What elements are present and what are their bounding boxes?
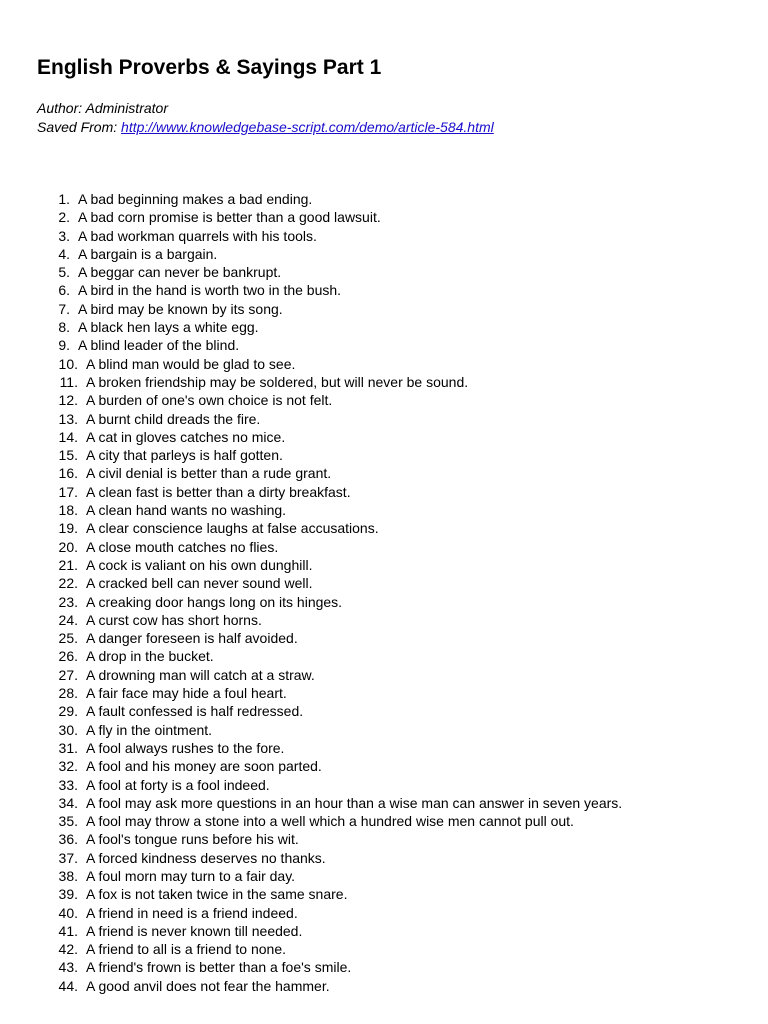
list-item-number: 30. [58, 721, 78, 738]
list-item-number: 41. [58, 922, 78, 939]
list-item-text: A foul morn may turn to a fair day. [86, 867, 296, 884]
list-item [37, 757, 622, 775]
list-item-text: A friend to all is a friend to none. [86, 941, 287, 958]
list-item-text: A beggar can never be bankrupt. [78, 264, 282, 281]
list-item-number: 27. [58, 666, 78, 683]
list-item [37, 556, 622, 574]
list-item-text: A fool always rushes to the fore. [86, 739, 285, 756]
list-item-number: 29. [58, 703, 78, 720]
list-item [37, 922, 622, 940]
author-line: Author: Administrator [37, 100, 168, 116]
list-item-number: 40. [58, 904, 78, 921]
list-item [37, 483, 622, 501]
list-item-text: A creaking door hangs long on its hinges. [86, 593, 343, 610]
list-item-text: A city that parleys is half gotten. [86, 447, 283, 464]
list-item [37, 702, 622, 720]
list-item-number: 7. [58, 300, 70, 317]
list-item-text: A bad corn promise is better than a good lawsuit. [78, 209, 381, 226]
list-item-text: A burden of one's own choice is not felt. [86, 392, 333, 409]
list-item-text: A bird in the hand is worth two in the bush. [78, 282, 342, 299]
list-item [37, 885, 622, 903]
list-item [37, 812, 622, 830]
list-item-text: A close mouth catches no flies. [86, 538, 279, 555]
list-item [37, 574, 622, 592]
list-item-number: 20. [58, 538, 78, 555]
list-item-text: A good anvil does not fear the hammer. [86, 977, 330, 994]
list-item [37, 739, 622, 757]
list-item-number: 31. [58, 739, 78, 756]
list-item [37, 391, 622, 409]
list-item-text: A drowning man will catch at a straw. [86, 666, 315, 683]
list-item [37, 794, 622, 812]
list-item [37, 611, 622, 629]
list-item [37, 684, 622, 702]
list-item [37, 593, 622, 611]
list-item [37, 446, 622, 464]
list-item-text: A fool and his money are soon parted. [86, 758, 322, 775]
list-item-number: 32. [58, 758, 78, 775]
list-item-number: 13. [58, 410, 78, 427]
list-item [37, 501, 622, 519]
list-item [37, 245, 622, 263]
list-item-text: A broken friendship may be soldered, but will never be sound. [86, 373, 469, 390]
proverb-list [37, 190, 622, 995]
list-item-text: A fool at forty is a fool indeed. [86, 776, 270, 793]
page-title: English Proverbs & Sayings Part 1 [37, 56, 382, 79]
list-item-number: 3. [58, 227, 70, 244]
list-item-number: 10. [58, 355, 78, 372]
list-item-text: A friend in need is a friend indeed. [86, 904, 298, 921]
list-item [37, 940, 622, 958]
list-item-text: A bad workman quarrels with his tools. [78, 227, 317, 244]
list-item-number: 15. [58, 447, 78, 464]
list-item-number: 22. [58, 575, 78, 592]
list-item-number: 26. [58, 648, 78, 665]
list-item-text: A bad beginning makes a bad ending. [78, 191, 313, 207]
list-item [37, 208, 622, 226]
list-item-text: A friend's frown is better than a foe's smile. [86, 959, 352, 976]
list-item [37, 538, 622, 556]
list-item [37, 373, 622, 391]
list-item-number: 34. [58, 794, 78, 811]
list-item-number: 33. [58, 776, 78, 793]
list-item-text: A fly in the ointment. [86, 721, 213, 738]
list-item-number: 17. [58, 483, 78, 500]
list-item-number: 1. [58, 191, 70, 207]
list-item-number: 14. [58, 428, 78, 445]
list-item [37, 227, 622, 245]
list-item [37, 904, 622, 922]
list-item-number: 23. [58, 593, 78, 610]
list-item-number: 8. [58, 319, 70, 336]
list-item [37, 721, 622, 739]
list-item [37, 958, 622, 976]
saved-from-line [37, 118, 494, 137]
list-item [37, 336, 622, 354]
list-item-number: 11. [59, 373, 78, 390]
list-item-number: 19. [58, 520, 78, 537]
list-item [37, 300, 622, 318]
saved-from-label: Saved From: [37, 119, 118, 135]
list-item-text: A fox is not taken twice in the same snare. [86, 886, 348, 903]
list-item-text: A clean fast is better than a dirty breakfast. [86, 483, 351, 500]
list-item-text: A cock is valiant on his own dunghill. [86, 556, 313, 573]
list-item-text: A cat in gloves catches no mice. [86, 428, 286, 445]
document-meta [37, 99, 494, 137]
list-item-text: A fair face may hide a foul heart. [86, 685, 287, 702]
list-item-text: A blind man would be glad to see. [86, 355, 296, 372]
list-item [37, 776, 622, 794]
list-item-number: 38. [58, 867, 78, 884]
list-item-number: 18. [58, 502, 78, 519]
list-item-number: 39. [58, 886, 78, 903]
list-item-text: A clean hand wants no washing. [86, 502, 287, 519]
list-item-text: A bird may be known by its song. [78, 300, 283, 317]
list-item [37, 867, 622, 885]
list-item-text: A civil denial is better than a rude grant. [86, 465, 332, 482]
list-item [37, 428, 622, 446]
list-item [37, 977, 622, 995]
list-item [37, 281, 622, 299]
list-item-text: A curst cow has short horns. [86, 611, 262, 628]
list-item-number: 35. [58, 813, 78, 830]
list-item-text: A fault confessed is half redressed. [86, 703, 304, 720]
list-item [37, 666, 622, 684]
list-item-number: 4. [58, 245, 70, 262]
list-item-text: A blind leader of the blind. [78, 337, 240, 354]
list-item [37, 464, 622, 482]
list-item [37, 263, 622, 281]
list-item-text: A burnt child dreads the fire. [86, 410, 261, 427]
list-item-number: 36. [58, 831, 78, 848]
list-item-number: 37. [58, 849, 78, 866]
list-item-text: A black hen lays a white egg. [78, 319, 259, 336]
list-item-number: 5. [58, 264, 70, 281]
list-item-number: 16. [58, 465, 78, 482]
list-item-number: 12. [58, 392, 78, 409]
list-item [37, 647, 622, 665]
list-item [37, 355, 622, 373]
list-item-text: A forced kindness deserves no thanks. [86, 849, 326, 866]
list-item-text: A danger foreseen is half avoided. [86, 630, 298, 647]
list-item [37, 410, 622, 428]
list-item-text: A fool may throw a stone into a well which a hundred wise men cannot pull out. [86, 813, 574, 830]
list-item [37, 629, 622, 647]
list-item-number: 43. [58, 959, 78, 976]
list-item [37, 830, 622, 848]
list-item-text: A bargain is a bargain. [78, 245, 218, 262]
list-item-number: 44. [58, 977, 78, 994]
list-item-number: 25. [58, 630, 78, 647]
list-item-text: A cracked bell can never sound well. [86, 575, 313, 592]
list-item [37, 190, 622, 208]
list-item-number: 28. [58, 685, 78, 702]
list-item-number: 21. [58, 556, 78, 573]
list-item-number: 42. [58, 941, 78, 958]
list-item [37, 849, 622, 867]
list-item-number: 24. [58, 611, 78, 628]
list-item-text: A drop in the bucket. [86, 648, 214, 665]
list-item-number: 2. [58, 209, 70, 226]
list-item-text: A fool may ask more questions in an hour than a wise man can answer in seven years. [86, 794, 623, 811]
list-item-text: A fool's tongue runs before his wit. [86, 831, 299, 848]
source-link[interactable]: http://www.knowledgebase-script.com/demo/article-584.html [121, 119, 494, 135]
list-item-text: A friend is never known till needed. [86, 922, 303, 939]
list-item [37, 519, 622, 537]
list-item [37, 318, 622, 336]
list-item-number: 6. [58, 282, 70, 299]
list-item-number: 9. [58, 337, 70, 354]
list-item-text: A clear conscience laughs at false accusations. [86, 520, 379, 537]
